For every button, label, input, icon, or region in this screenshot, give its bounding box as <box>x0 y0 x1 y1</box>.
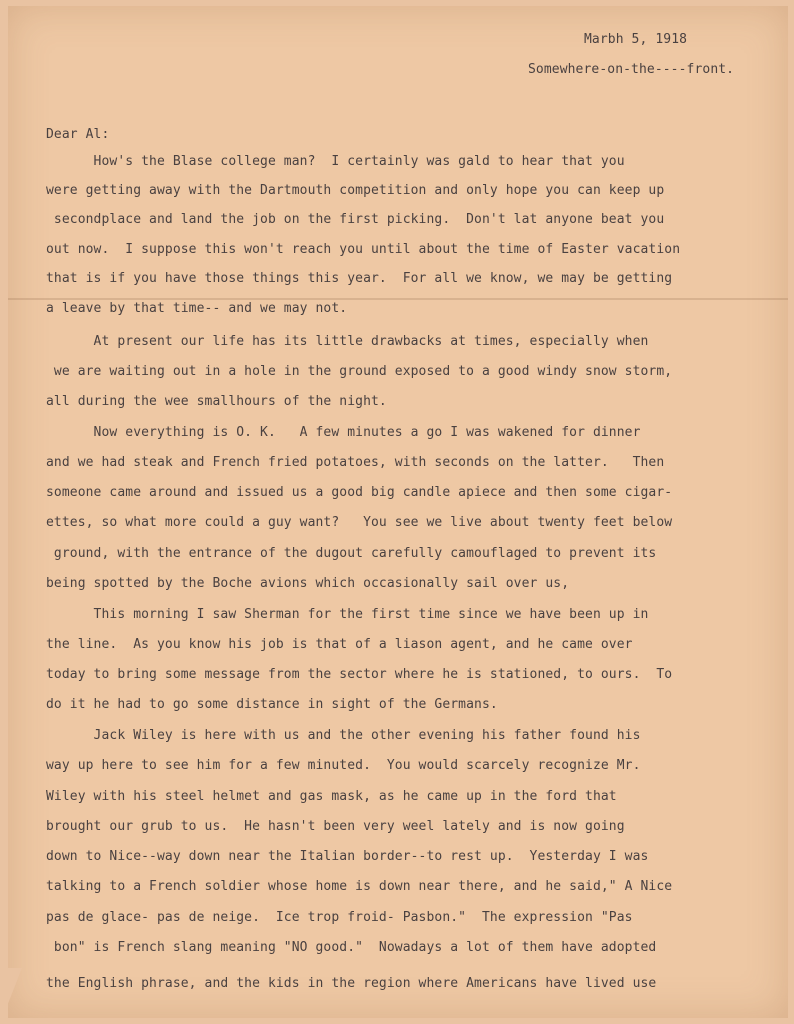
body-line: ettes, so what more could a guy want? You see we live about twenty feet below <box>46 515 673 530</box>
body-line: we are waiting out in a hole in the ground exposed to a good windy snow storm, <box>46 364 673 379</box>
body-line: At present our life has its little drawbacks at times, especially when <box>46 334 649 349</box>
body-line: today to bring some message from the sector where he is stationed, to ours. To <box>46 667 673 682</box>
body-line: and we had steak and French fried potatoes, with seconds on the latter. Then <box>46 455 665 470</box>
body-line: all during the wee smallhours of the night. <box>46 394 387 409</box>
body-line: Wiley with his steel helmet and gas mask, as he came up in the ford that <box>46 789 617 804</box>
body-line: way up here to see him for a few minuted. You would scarcely recognize Mr. <box>46 758 641 773</box>
body-line: secondplace and land the job on the first picking. Don't lat anyone beat you <box>46 212 665 227</box>
body-line: ground, with the entrance of the dugout carefully camouflaged to prevent its <box>46 546 657 561</box>
body-line: someone came around and issued us a good big candle apiece and then some cigar- <box>46 485 673 500</box>
body-line: down to Nice--way down near the Italian border--to rest up. Yesterday I was <box>46 849 649 864</box>
body-line: Jack Wiley is here with us and the other evening his father found his <box>46 728 641 743</box>
letter-date: Marbh 5, 1918 <box>584 32 688 47</box>
paper-fold-line <box>8 298 788 300</box>
body-line: out now. I suppose this won't reach you until about the time of Easter vacation <box>46 242 681 257</box>
body-line: were getting away with the Dartmouth competition and only hope you can keep up <box>46 183 665 198</box>
body-line: the English phrase, and the kids in the region where Americans have lived use <box>46 976 657 991</box>
body-line: This morning I saw Sherman for the first time since we have been up in <box>46 607 649 622</box>
torn-corner <box>0 968 22 1024</box>
body-line: being spotted by the Boche avions which occasionally sail over us, <box>46 576 570 591</box>
body-line: that is if you have those things this year. For all we know, we may be getting <box>46 271 673 286</box>
body-line: do it he had to go some distance in sight of the Germans. <box>46 697 498 712</box>
letter-location: Somewhere-on-the----front. <box>528 62 735 77</box>
body-line: talking to a French soldier whose home is down near there, and he said," A Nice <box>46 879 673 894</box>
body-line: How's the Blase college man? I certainly was gald to hear that you <box>46 154 625 169</box>
body-line: the line. As you know his job is that of a liason agent, and he came over <box>46 637 633 652</box>
body-line: pas de glace- pas de neige. Ice trop froid- Pasbon." The expression "Pas <box>46 910 633 925</box>
body-line: brought our grub to us. He hasn't been very weel lately and is now going <box>46 819 625 834</box>
body-line: bon" is French slang meaning "NO good." Nowadays a lot of them have adopted <box>46 940 657 955</box>
body-line: Now everything is O. K. A few minutes a go I was wakened for dinner <box>46 425 641 440</box>
letter-salutation: Dear Al: <box>46 127 110 142</box>
body-line: a leave by that time-- and we may not. <box>46 301 348 316</box>
